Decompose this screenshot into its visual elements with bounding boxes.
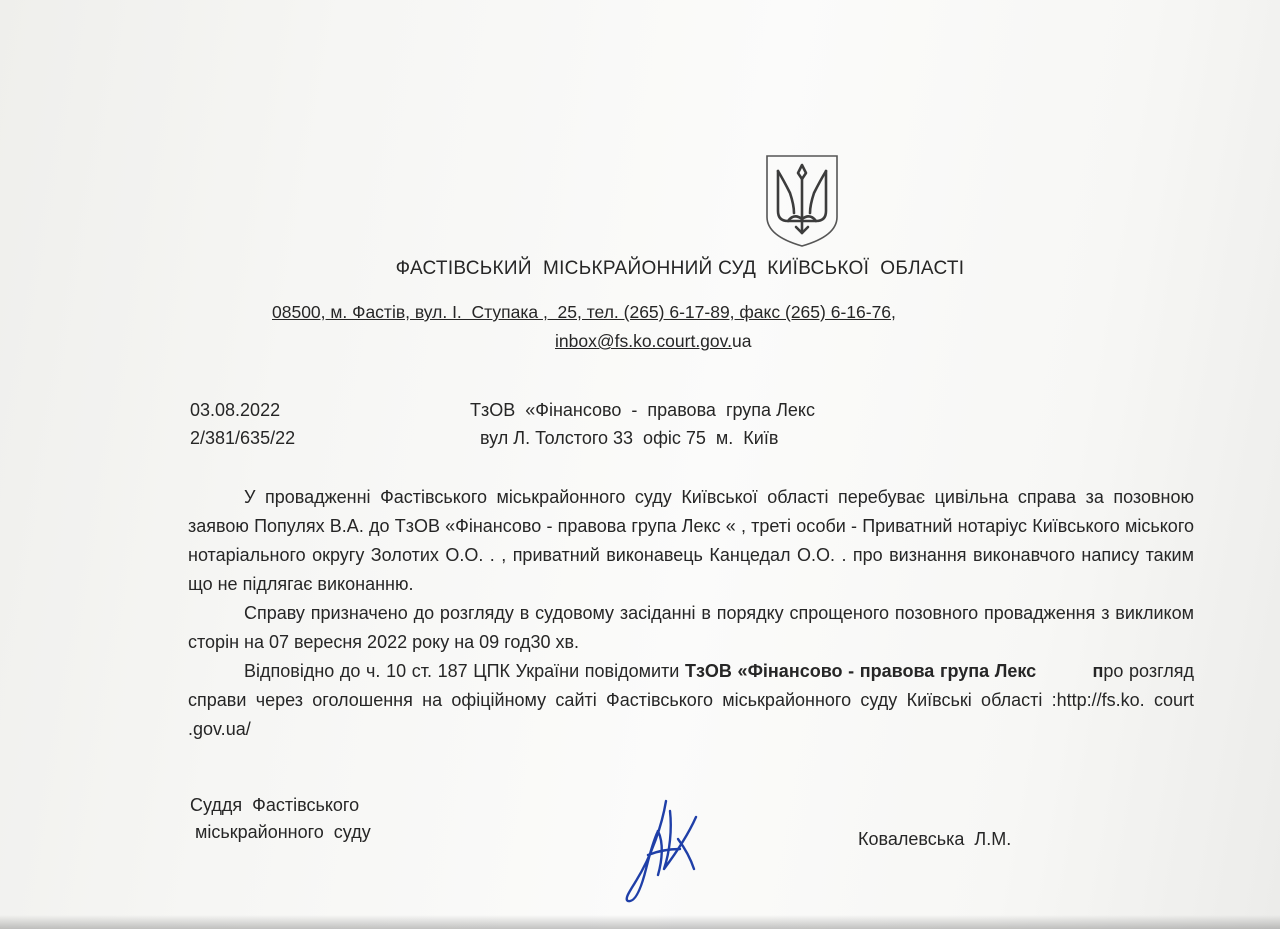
- judge-title-line-1: Суддя Фастівського: [190, 795, 360, 815]
- ukraine-trident-icon: [764, 153, 840, 249]
- handwritten-signature: [618, 795, 714, 907]
- judge-title-line-2: міськрайонного суду: [190, 822, 371, 842]
- recipient-address: вул Л. Толстого 33 офіс 75 м. Київ: [480, 428, 779, 448]
- paragraph-hearing-schedule: Справу призначено до розгляду в судовому засіданні в порядку спрощеного позовного провадження з викликом сторін на 07 вересня 2022 року на 09 год30 хв.: [188, 603, 1194, 652]
- case-number: 2/381/635/22: [190, 428, 296, 448]
- court-email: [555, 331, 751, 352]
- court-email-user: inbox@fs.ko.court.gov.: [555, 331, 732, 351]
- court-address: 08500, м. Фастів, вул. І. Ступака , 25, тел. (265) 6-17-89, факс (265) 6-16-76,: [272, 302, 896, 322]
- notice-body: [188, 483, 1194, 744]
- paragraph-notification-recipient: ТзОВ «Фінансово - правова група Лекс: [684, 661, 1037, 681]
- recipient-name: ТзОВ «Фінансово - правова група Лекс: [470, 400, 815, 420]
- paragraph-case-description: У провадженні Фастівського міськрайонного суду Київської області перебуває цивільна справа за позовною заявою Популях В.А. до ТзОВ «Фінансово - правова група Лекс « , треті особи - Приватний нотаріус Київського міського нотаріального округу Золотих О.О. . , приватний виконавець Канцедал О.О. . про визнання виконавчого напису таким що не підлягає виконанню.: [188, 487, 1194, 594]
- page-bottom-shadow: [0, 915, 1280, 929]
- paragraph-notification-gap: [1036, 661, 1092, 681]
- paragraph-notification-bold-letter: п: [1092, 661, 1104, 681]
- paragraph-notification: [188, 657, 1194, 744]
- court-email-tld: ua: [731, 331, 752, 351]
- paragraph-notification-end: ро розгляд справи через оголошення на офіційному сайті Фастівського міськрайонного суду Київські області :http://fs.ko. court .gov.ua/: [188, 661, 1194, 739]
- paragraph-notification-start: Відповідно до ч. 10 ст. 187 ЦПК України повідомити: [244, 661, 685, 681]
- court-name: ФАСТІВСЬКИЙ МІСЬКРАЙОННИЙ СУД КИЇВСЬКОЇ ОБЛАСТІ: [395, 258, 965, 279]
- judge-name: Ковалевська Л.М.: [858, 829, 1012, 849]
- judge-title: [190, 792, 371, 846]
- document-date: 03.08.2022: [190, 400, 281, 420]
